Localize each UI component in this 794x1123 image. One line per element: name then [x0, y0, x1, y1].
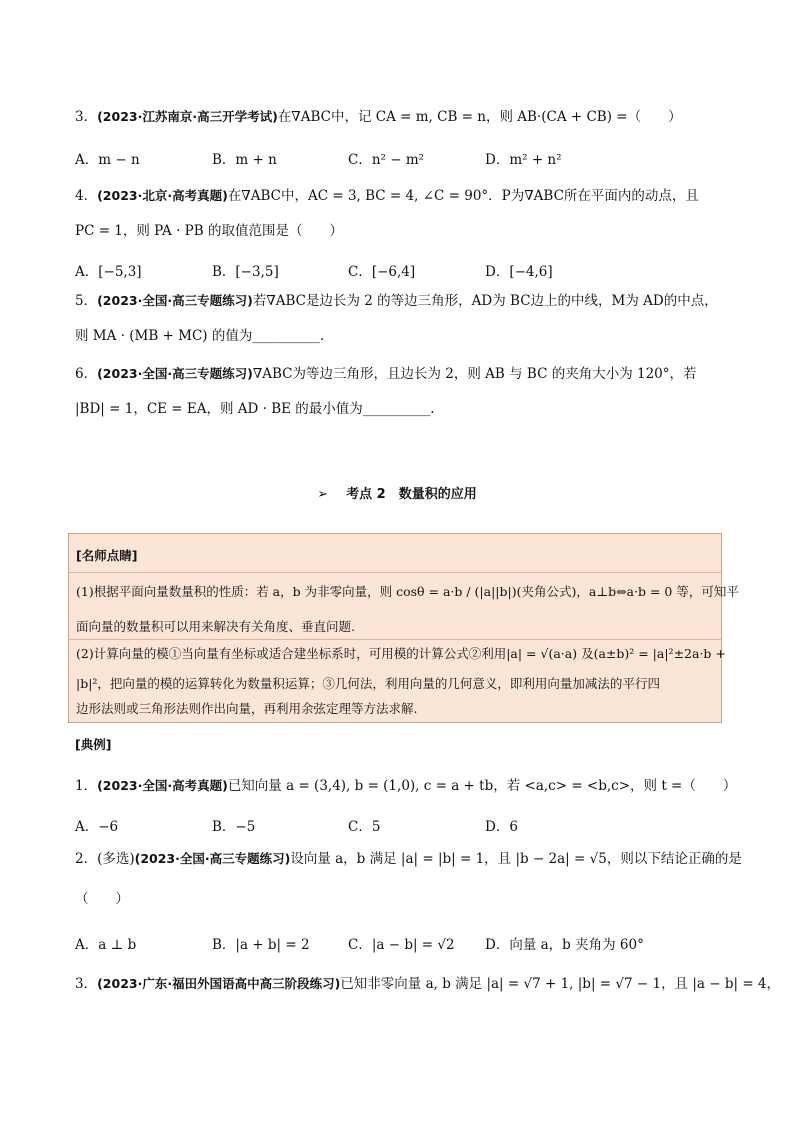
option-d: D．向量 a，b 夹角为 60° — [485, 937, 644, 953]
question-stem: 已知向量 a = (3,4), b = (1,0), c = a + tb，若 <a,c> = <b,c>，则 t =（ ） — [227, 778, 737, 794]
question-number: 5． — [75, 293, 98, 309]
example-3 — [75, 975, 780, 993]
question-number: 3． — [75, 976, 98, 992]
question-number: 2．(多选) — [75, 851, 135, 867]
example-2 — [75, 850, 742, 868]
question-number: 1． — [75, 778, 98, 794]
option-c: C．n² − m² — [348, 152, 425, 168]
question-number: 4． — [75, 188, 98, 204]
section-heading — [0, 483, 794, 502]
tip-line: (2)计算向量的模①当向量有坐标或适合建坐标系时，可用模的计算公式②利用|a| = √(a·a) 及(a±b)² = |a|²±2a·b + — [76, 646, 726, 661]
option-b: B．|a + b| = 2 — [212, 937, 310, 953]
question-stem: 已知非零向量 a, b 满足 |a| = √7 + 1, |b| = √7 − 1，且 |a − b| = 4， — [340, 976, 781, 992]
question-stem: （ ） — [75, 891, 129, 907]
question-6 — [75, 365, 697, 383]
arrow-icon: ➢ — [317, 487, 329, 502]
question-4-continued — [75, 222, 343, 240]
tip-line: (1)根据平面向量数量积的性质：若 a，b 为非零向量，则 cosθ = a·b / (|a||b|)(夹角公式)，a⊥b⇔a·b = 0 等，可知平 — [76, 584, 739, 599]
question-stem: |BD| = 1，CE = EA，则 AD · BE 的最小值为__________. — [75, 401, 435, 417]
section-title: 考点 2 数量积的应用 — [346, 487, 477, 502]
option-c: C．|a − b| = √2 — [348, 937, 455, 953]
question-stem: ∇ABC为等边三角形，且边长为 2，则 AB 与 BC 的夹角大小为 120°，若 — [252, 366, 697, 382]
option-a: A．a ⊥ b — [75, 937, 137, 953]
question-stem: 在∇ABC中，记 CA = m, CB = n，则 AB·(CA + CB) =（ ） — [277, 109, 682, 125]
option-b: B．[−3,5] — [212, 264, 279, 280]
tip-line: 边形法则或三角形法则作出向量，再利用余弦定理等方法求解. — [76, 701, 418, 716]
question-stem: 若∇ABC是边长为 2 的等边三角形，AD为 BC边上的中线，M为 AD的中点， — [252, 293, 718, 309]
question-stem: PC = 1，则 PA · PB 的取值范围是（ ） — [75, 223, 343, 239]
question-4 — [75, 187, 699, 205]
question-3 — [75, 108, 682, 126]
option-b: B．−5 — [212, 819, 256, 835]
tip-line: 面向量的数量积可以用来解决有关角度、垂直问题. — [76, 619, 355, 634]
option-c: C．[−6,4] — [348, 264, 416, 280]
example-label: [典例] — [75, 737, 112, 752]
tip-box — [68, 533, 739, 723]
tip-line: |b|²，把向量的模的运算转化为数量积运算；③几何法，利用向量的几何意义，即利用向量加减法的平行四 — [76, 676, 660, 691]
question-6-continued — [75, 400, 435, 418]
question-source: (2023·北京·高考真题) — [97, 188, 228, 203]
question-stem: 则 MA · (MB + MC) 的值为__________. — [75, 328, 325, 344]
option-a: A．[−5,3] — [75, 264, 142, 280]
question-source: (2023·广东·福田外国语高中高三阶段练习) — [97, 976, 341, 991]
option-b: B．m + n — [212, 152, 277, 168]
question-5 — [75, 292, 718, 310]
question-stem: 设向量 a，b 满足 |a| = |b| = 1，且 |b − 2a| = √5，则以下结论正确的是 — [290, 851, 742, 867]
option-a: A．−6 — [75, 819, 119, 835]
question-source: (2023·全国·高三专题练习) — [134, 851, 291, 866]
option-d: D．m² + n² — [485, 152, 562, 168]
question-number: 6． — [75, 366, 98, 382]
option-a: A．m − n — [75, 152, 140, 168]
question-source: (2023·全国·高考真题) — [97, 778, 228, 793]
option-c: C．5 — [348, 819, 381, 835]
tip-box-title: [名师点睛] — [76, 548, 138, 563]
divider — [69, 639, 721, 640]
question-5-continued — [75, 327, 324, 345]
question-source: (2023·全国·高三专题练习) — [97, 293, 253, 308]
divider — [69, 572, 721, 573]
example-2-continued — [75, 890, 129, 908]
question-source: (2023·全国·高三专题练习) — [97, 366, 253, 381]
example-1 — [75, 777, 736, 795]
option-d: D．6 — [485, 819, 518, 835]
question-stem: 在∇ABC中，AC = 3, BC = 4, ∠C = 90°．P为∇ABC所在平面内的动点，且 — [227, 188, 699, 204]
question-source: (2023·江苏南京·高三开学考试) — [97, 109, 278, 124]
question-number: 3． — [75, 109, 98, 125]
option-d: D．[−4,6] — [485, 264, 553, 280]
